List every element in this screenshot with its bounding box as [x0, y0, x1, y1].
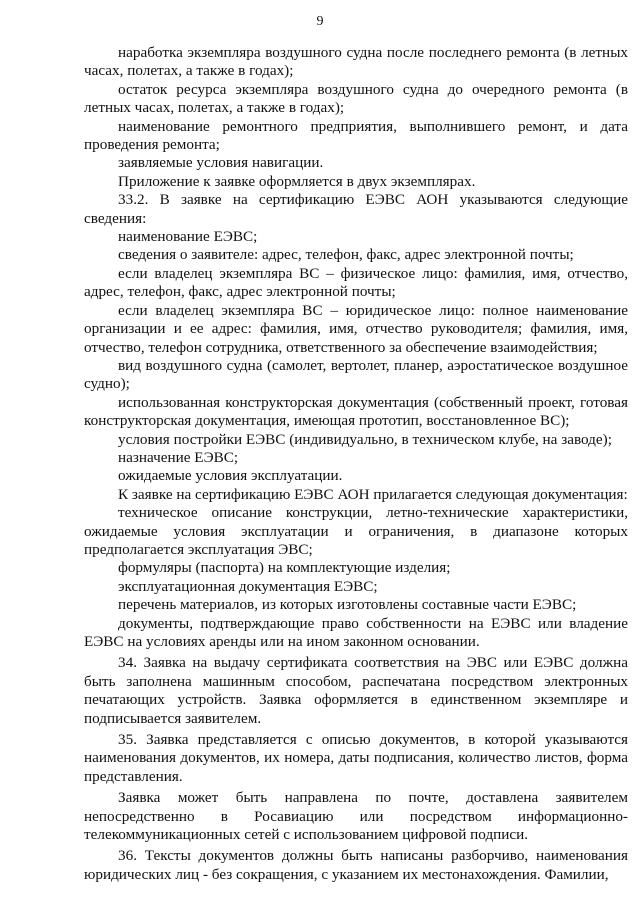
paragraph: К заявке на сертификацию ЕЭВС АОН прилагается следующая документация:: [118, 485, 628, 503]
paragraph: назначение ЕЭВС;: [118, 448, 239, 466]
paragraph: если владелец экземпляра ВС – юридическое лицо: полное наименование организации и ее адрес: фамилия, имя, отчество руководителя; фамилия, имя, отчество, телефон сотрудника, ответственного за обеспечение взаимодействия;: [84, 301, 628, 356]
paragraph: сведения о заявителе: адрес, телефон, факс, адрес электронной почты;: [118, 246, 574, 264]
paragraph: эксплуатационная документация ЕЭВС;: [118, 577, 378, 595]
paragraph: использованная конструкторская документация (собственный проект, готовая конструкторская документация, имеющая прототип, восстановленное ВС);: [84, 393, 628, 430]
paragraph: техническое описание конструкции, летно-технические характеристики, ожидаемые условия эксплуатации и ограничения, в диапазоне которых предполагается эксплуатация ЭВС;: [84, 504, 628, 558]
paragraph: остаток ресурса экземпляра воздушного судна до очередного ремонта (в летных часах, полетах, а также в годах);: [84, 80, 628, 117]
paragraph: ожидаемые условия эксплуатации.: [118, 467, 343, 485]
paragraph: 34. Заявка на выдачу сертификата соответствия на ЭВС или ЕЭВС должна быть заполнена машинным способом, распечатана посредством электронных печатающих устройств. Заявка оформляется в единственном экземпляре и подписывается заявителем.: [84, 654, 628, 727]
paragraph: наработка экземпляра воздушного судна после последнего ремонта (в летных часах, полетах, а также в годах);: [84, 44, 628, 80]
paragraph: наименование ремонтного предприятия, выполнившего ремонт, и дата проведения ремонта;: [84, 117, 628, 154]
paragraph: наименование ЕЭВС;: [118, 228, 258, 246]
paragraph: формуляры (паспорта) на комплектующие изделия;: [118, 559, 451, 577]
paragraph: если владелец экземпляра ВС – физическое лицо: фамилия, имя, отчество, адрес, телефон, факс, адрес электронной почты;: [84, 264, 628, 301]
paragraph: 33.2. В заявке на сертификацию ЕЭВС АОН указываются следующие сведения:: [84, 191, 628, 227]
paragraph: перечень материалов, из которых изготовлены составные части ЕЭВС;: [118, 596, 577, 614]
paragraph: Приложение к заявке оформляется в двух экземплярах.: [118, 172, 476, 190]
paragraph: 35. Заявка представляется с описью документов, в которой указываются наименования документов, их номера, даты подписания, количество листов, форма представления.: [84, 731, 628, 785]
paragraph: Заявка может быть направлена по почте, доставлена заявителем непосредственно в Росавиацию или посредством информационно-телекоммуникационных сетей с использованием цифровой подписи.: [84, 789, 628, 844]
paragraph: документы, подтверждающие право собственности на ЕЭВС или владение ЕЭВС на условиях аренды или на ином законном основании.: [84, 614, 628, 650]
paragraph: заявляемые условия навигации.: [118, 154, 324, 172]
page-number: 9: [316, 14, 324, 29]
paragraph: 36. Тексты документов должны быть написаны разборчиво, наименования юридических лиц - без сокращения, с указанием их местонахождения. Фамилии,: [84, 847, 628, 883]
paragraph: условия постройки ЕЭВС (индивидуально, в техническом клубе, на заводе);: [118, 430, 612, 448]
document-body: [84, 44, 628, 884]
paragraph: вид воздушного судна (самолет, вертолет, планер, аэростатическое воздушное судно);: [84, 356, 628, 393]
